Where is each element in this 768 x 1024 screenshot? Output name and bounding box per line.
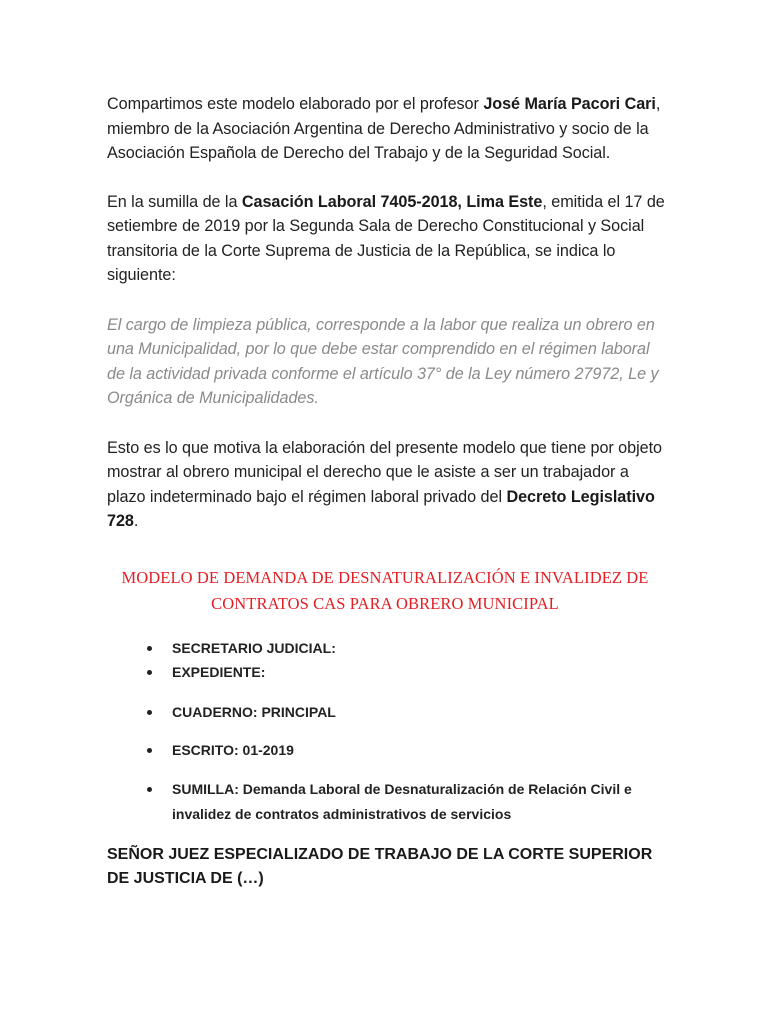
field-secretario: SECRETARIO JUDICIAL:	[107, 636, 667, 660]
header-fields-list	[107, 636, 667, 827]
bullet-icon	[147, 670, 152, 675]
intro-section	[107, 92, 667, 534]
intro-paragraph-casacion: En la sumilla de la Casación Laboral 7405-2018, Lima Este, emitida el 17 de setiembre de 2019 por la Segunda Sala de Derecho Constitucional y Social transitoria de la Corte Suprema de Justicia de la República, se indica lo siguiente:	[107, 192, 665, 284]
bullet-icon	[147, 646, 152, 651]
decreto-reference: Decreto Legislativo 728	[107, 487, 655, 530]
casacion-reference: Casación Laboral 7405-2018, Lima Este	[241, 192, 543, 211]
field-sumilla: SUMILLA: Demanda Laboral de Desnaturalización de Relación Civil e invalidez de contratos administrativos de servicios	[107, 777, 667, 827]
intro-paragraph-author: Compartimos este modelo elaborado por el profesor José María Pacori Cari, miembro de la Asociación Argentina de Derecho Administrativo y socio de la Asociación Española de Derecho del Trabajo y de la Seguridad Social.	[107, 95, 661, 162]
sumilla-quote: El cargo de limpieza pública, corresponde a la labor que realiza un obrero en una Municipalidad, por lo que debe estar comprendido en el régimen laboral de la actividad privada conforme el artículo 37° de la Ley número 27972, Le y Orgánica de Municipalidades.	[107, 315, 659, 407]
field-expediente: EXPEDIENTE:	[107, 660, 667, 684]
model-title-line-1: MODELO DE DEMANDA DE DESNATURALIZACIÓN E INVALIDEZ DE	[121, 568, 649, 587]
bullet-icon	[147, 710, 152, 715]
bullet-icon	[147, 748, 152, 753]
field-escrito: ESCRITO: 01-2019	[107, 738, 667, 762]
model-title	[95, 565, 675, 617]
field-cuaderno: CUADERNO: PRINCIPAL	[107, 700, 667, 724]
bullet-icon	[147, 787, 152, 792]
author-name: José María Pacori Cari	[483, 95, 656, 113]
model-title-line-2: CONTRATOS CAS PARA OBRERO MUNICIPAL	[211, 594, 559, 613]
intro-paragraph-motive: Esto es lo que motiva la elaboración del presente modelo que tiene por objeto mostrar al obrero municipal el derecho que le asiste a ser un trabajador a plazo indeterminado bajo el régimen laboral privado del Decreto Legislativo 728.	[107, 438, 662, 530]
addressee-heading: SEÑOR JUEZ ESPECIALIZADO DE TRABAJO DE LA CORTE SUPERIOR DE JUSTICIA DE (…)	[107, 846, 653, 887]
